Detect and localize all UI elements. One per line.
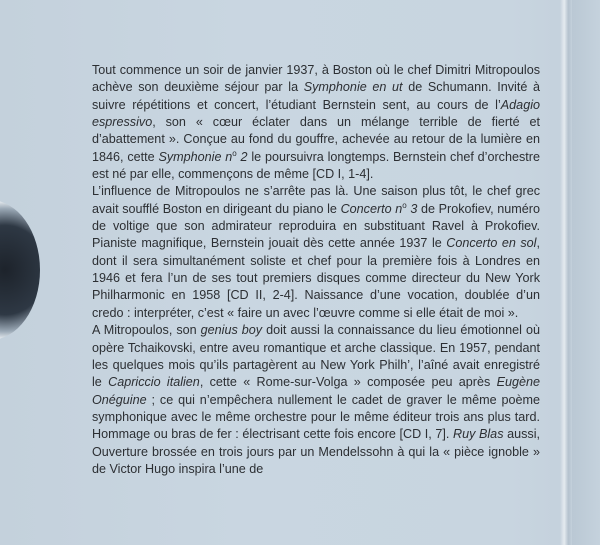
text-run: genius boy [200, 323, 263, 338]
text-run: L’influence de Mitropoulos ne s’arrête pas là. Une saison plus tôt, le chef grec avait soufflé Boston en dirigeant du piano le [92, 184, 540, 216]
text-run: de Schumann. Invité à suivre répétitions et concert, l’étudiant Bernstein sent, au cours de l’ [92, 80, 540, 112]
text-run: 3 [406, 201, 418, 216]
text-run: Symphonie n [158, 149, 233, 164]
text-run: Capriccio italien [108, 375, 200, 390]
text-run: Adagio espressivo [92, 97, 540, 130]
text-run: Tout commence un soir de janvier 1937, à Boston où le chef Dimitri Mitropoulos achève son deuxième séjour par la [92, 63, 540, 95]
text-run: o [232, 148, 237, 158]
text-run: Concerto en sol [446, 236, 537, 251]
text-run: Concerto n [340, 201, 403, 216]
paragraph-1 [92, 62, 540, 183]
text-run: Eugène Onéguine [92, 375, 540, 407]
paragraph-2 [92, 183, 540, 322]
text-run: Symphonie en ut [303, 80, 403, 95]
sleeve-fold-highlight [560, 0, 572, 545]
text-run: de Prokofiev, numéro de voltige que son admirateur reproduira en substituant Ravel à Prokofiev. Pianiste magnifique, Bernstein jouait dès cette année 1937 le [92, 201, 540, 251]
paragraph-3 [92, 322, 540, 478]
text-run: , son « cœur éclater dans un mélange terrible de fierté et d’abattement ». Conçue au fond du gouffre, achevée au retour de la lumière en 1846, cette [92, 115, 540, 164]
text-run: 2 [236, 149, 248, 164]
liner-notes-text [92, 62, 540, 478]
text-run: ; ce qui n’empêchera nullement le cadet de graver le même poème symphonique avec le même orchestre pour le même éditeur trois ans plus tard. Hommage ou bras de fer : électrisant cette fois encore [CD I, 7]. [92, 392, 540, 442]
text-run: , cette « Rome-sur-Volga » composée peu après [199, 375, 497, 390]
sleeve-edge [572, 0, 600, 545]
text-run: Ruy Blas [453, 427, 504, 442]
text-run: le poursuivra longtemps. Bernstein chef d’orchestre est né par elle, commençons de même [CD I, 1-4]. [92, 149, 540, 182]
text-run: , dont il sera simultanément soliste et chef pour la première fois à Londres en 1946 et fera l’un de ses tout premiers disques comme directeur du New York Philharmonic en 1958 [CD II, 2-4]. Naissance d’une vocation, doublée d’un credo : interpréter, c’est « faire un avec l’œuvre comme si elle était de moi ». [92, 236, 540, 320]
text-run: aussi, Ouverture brossée en trois jours par un Mendelssohn à qui la « pièce ignoble » de Victor Hugo inspira l’une de [92, 427, 540, 476]
text-run: o [402, 200, 407, 210]
text-run: A Mitropoulos, son [92, 323, 201, 338]
text-run: doit aussi la connaissance du lieu émotionnel où opère Tchaikovski, entre aveu romantique et arche classique. En 1957, pendant les quelques mois qu’ils partagèrent au New York Philh’, l’aîné avait enregistré le [92, 323, 540, 390]
